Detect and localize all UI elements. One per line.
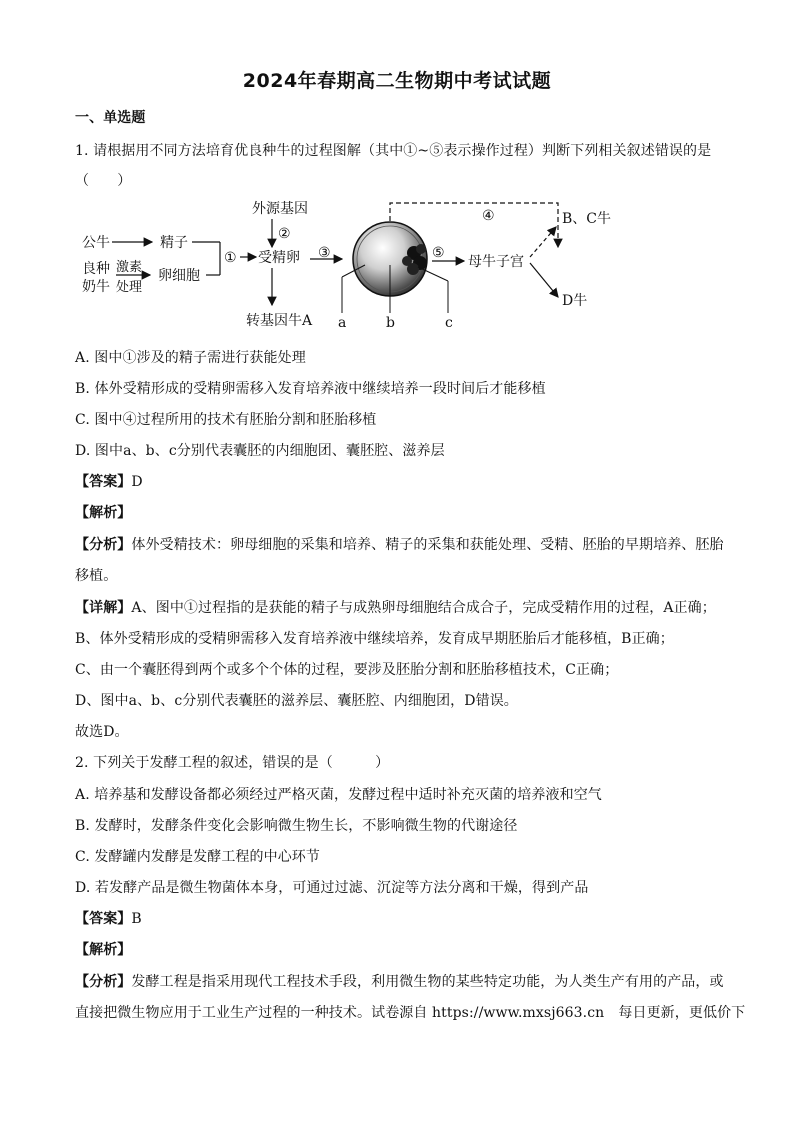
label-d-niu: D牛 (562, 293, 588, 309)
label-jisu: 激素 (116, 260, 143, 275)
q2-analysis-tag: 【解析】 (75, 942, 132, 958)
label-b: b (386, 315, 395, 331)
label-luanxibao: 卵细胞 (158, 268, 200, 284)
answer-value: B (131, 911, 142, 927)
fenxi-tag: 【分析】 (75, 974, 132, 990)
label-step5: ⑤ (432, 245, 445, 261)
q1-option-c: C. 图中④过程所用的技术有胚胎分割和胚胎移植 (75, 412, 377, 428)
answer-tag: 【答案】 (75, 474, 132, 490)
q1-xiangjie-line3: C、由一个囊胚得到两个或多个个体的过程，要涉及胚胎分割和胚胎移植技术，C正确； (75, 662, 619, 678)
q1-stem-line2: （ ） (75, 173, 132, 189)
q2-option-d: D. 若发酵产品是微生物菌体本身，可通过过滤、沉淀等方法分离和干燥，得到产品 (75, 880, 589, 896)
q2-stem: 2. 下列关于发酵工程的叙述，错误的是（ ） (75, 755, 390, 771)
q1-option-a: A. 图中①涉及的精子需进行获能处理 (75, 350, 306, 366)
label-a: a (338, 315, 347, 331)
q1-option-b: B. 体外受精形成的受精卵需移入发育培养液中继续培养一段时间后才能移植 (75, 381, 546, 397)
fenxi-text: 发酵工程是指采用现代工程技术手段，利用微生物的某些特定功能，为人类生产有用的产品，或 (131, 974, 724, 990)
answer-tag: 【答案】 (75, 911, 132, 927)
q2-fenxi-line2: 直接把微生物应用于工业生产过程的一种技术。试卷源自 https://www.mxsj663.cn 每日更新，更低价下 (75, 1005, 746, 1021)
q1-option-d: D. 图中a、b、c分别代表囊胚的内细胞团、囊胚腔、滋养层 (75, 443, 445, 459)
xiangjie-text: A、图中①过程指的是获能的精子与成熟卵母细胞结合成合子，完成受精作用的过程，A正确； (131, 600, 716, 616)
label-jingzi: 精子 (160, 235, 188, 251)
label-liangzhong: 良种 (82, 261, 110, 277)
q1-xiangjie-line4: D、图中a、b、c分别代表囊胚的滋养层、囊胚腔、内细胞团，D错误。 (75, 693, 518, 709)
label-bc-niu: B、C牛 (562, 211, 611, 227)
label-step2: ② (278, 226, 291, 242)
q2-fenxi-line1 (75, 972, 725, 992)
label-chuli: 处理 (116, 280, 143, 295)
q1-analysis-tag: 【解析】 (75, 505, 132, 521)
label-c: c (445, 315, 453, 331)
q1-xiangjie-line2: B、体外受精形成的受精卵需移入发育培养液中继续培养，发育成早期胚胎后才能移植，B正确； (75, 631, 674, 647)
fenxi-tag: 【分析】 (75, 537, 132, 553)
section-heading: 一、单选题 (75, 110, 146, 126)
label-step3: ③ (318, 245, 331, 261)
xiangjie-tag: 【详解】 (75, 600, 132, 616)
q1-embryo-diagram (80, 195, 640, 335)
label-muniuzigong: 母牛子宫 (468, 254, 524, 270)
q2-option-b: B. 发酵时，发酵条件变化会影响微生物生长，不影响微生物的代谢途径 (75, 818, 518, 834)
label-waiyuan: 外源基因 (252, 201, 308, 217)
q1-fenxi-line1 (75, 535, 725, 555)
q1-xiangjie-line1 (75, 598, 725, 618)
q2-answer (75, 909, 725, 929)
q2-option-a: A. 培养基和发酵设备都必须经过严格灭菌，发酵过程中适时补充灭菌的培养液和空气 (75, 787, 602, 803)
q1-fenxi-line2: 移植。 (75, 568, 118, 584)
label-zhuanjiyin: 转基因牛A (246, 313, 313, 329)
q2-option-c: C. 发酵罐内发酵是发酵工程的中心环节 (75, 849, 321, 865)
label-shoujingluan: 受精卵 (258, 250, 300, 266)
label-step1: ① (224, 250, 237, 266)
label-gongniu: 公牛 (82, 235, 110, 251)
q1-stem-line1: 1. 请根据用不同方法培育优良种牛的过程图解（其中①~⑤表示操作过程）判断下列相关叙述错误的是 (75, 143, 712, 159)
q1-answer (75, 472, 725, 492)
page-title: 2024年春期高二生物期中考试试题 (242, 70, 552, 92)
answer-value: D (131, 474, 143, 490)
fenxi-text: 体外受精技术：卵母细胞的采集和培养、精子的采集和获能处理、受精、胚胎的早期培养、胚胎 (131, 537, 724, 553)
q1-choose: 故选D。 (75, 724, 129, 740)
label-step4: ④ (482, 208, 495, 224)
label-nainiu: 奶牛 (82, 279, 110, 295)
